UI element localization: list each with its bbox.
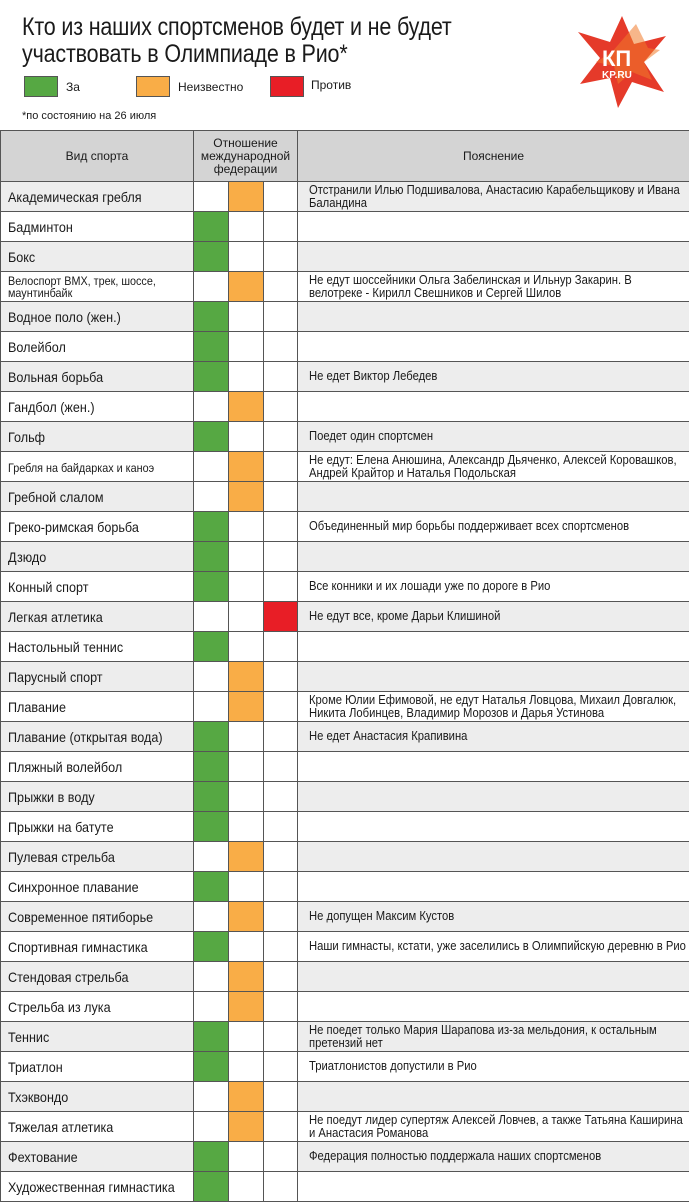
- sport-cell: [1, 602, 194, 632]
- status-cell-against: [264, 632, 298, 662]
- table-row: [1, 782, 689, 812]
- sport-name: Конный спорт: [8, 580, 88, 594]
- explanation-text: Не едут все, кроме Дарьи Клишиной: [309, 610, 687, 623]
- legend-label-unknown: Неизвестно: [178, 80, 243, 94]
- explanation-cell: [298, 1142, 689, 1172]
- sport-name: Синхронное плавание: [8, 880, 139, 894]
- sport-name: Гольф: [8, 430, 45, 444]
- table-row: [1, 512, 689, 542]
- sport-cell: [1, 512, 194, 542]
- status-cell-unknown: [229, 512, 264, 542]
- table-row: [1, 182, 689, 212]
- status-cell-for: [194, 182, 229, 212]
- sport-cell: [1, 272, 194, 302]
- legend: [0, 76, 689, 98]
- status-cell-for: [194, 722, 229, 752]
- sport-cell: [1, 242, 194, 272]
- sport-cell: [1, 1022, 194, 1052]
- explanation-cell: [298, 422, 689, 452]
- status-cell-unknown: [229, 542, 264, 572]
- sport-cell: [1, 422, 194, 452]
- table-row: [1, 962, 689, 992]
- explanation-text: Не едут шоссейники Ольга Забелинская и Ильнур Закарин. В велотреке - Кирилл Свешников и Сергей Шилов: [309, 274, 687, 300]
- sport-cell: [1, 392, 194, 422]
- sport-cell: [1, 452, 194, 482]
- status-cell-for: [194, 782, 229, 812]
- status-cell-unknown: [229, 752, 264, 782]
- table-row: [1, 1172, 689, 1202]
- sport-name: Греко-римская борьба: [8, 520, 139, 534]
- explanation-cell: [298, 872, 689, 902]
- status-cell-against: [264, 1142, 298, 1172]
- explanation-text: Не поедут лидер супертяж Алексей Ловчев, а также Татьяна Каширина и Анастасия Романова: [309, 1114, 687, 1140]
- explanation-cell: [298, 962, 689, 992]
- status-cell-against: [264, 692, 298, 722]
- status-cell-for: [194, 542, 229, 572]
- sport-cell: [1, 722, 194, 752]
- explanation-cell: [298, 242, 689, 272]
- explanation-cell: [298, 1172, 689, 1202]
- table-row: [1, 752, 689, 782]
- sport-name: Спортивная гимнастика: [8, 940, 148, 954]
- sport-cell: [1, 302, 194, 332]
- table-row: [1, 992, 689, 1022]
- page-title: Кто из наших спортсменов будет и не будет участвовать в Олимпиаде в Рио*: [22, 14, 512, 68]
- sport-cell: [1, 812, 194, 842]
- status-cell-for: [194, 212, 229, 242]
- status-cell-for: [194, 902, 229, 932]
- status-cell-against: [264, 1082, 298, 1112]
- status-cell-unknown: [229, 992, 264, 1022]
- explanation-text: Федерация полностью поддержала наших спортсменов: [309, 1150, 687, 1163]
- explanation-cell: [298, 272, 689, 302]
- table-row: [1, 362, 689, 392]
- sport-cell: [1, 842, 194, 872]
- status-cell-unknown: [229, 632, 264, 662]
- explanation-text: Не едет Анастасия Крапивина: [309, 730, 687, 743]
- explanation-text: Не едут: Елена Анюшина, Александр Дьяченко, Алексей Коровашков, Андрей Крайтор и Наталья Подольская: [309, 454, 687, 480]
- status-cell-for: [194, 242, 229, 272]
- status-cell-for: [194, 1022, 229, 1052]
- sport-name: Плавание: [8, 700, 66, 714]
- table-row: [1, 452, 689, 482]
- status-cell-for: [194, 692, 229, 722]
- table-body: [1, 182, 689, 1202]
- explanation-cell: [298, 752, 689, 782]
- table-row: [1, 212, 689, 242]
- status-cell-against: [264, 1112, 298, 1142]
- explanation-cell: [298, 332, 689, 362]
- sport-name: Стендовая стрельба: [8, 970, 128, 984]
- sport-cell: [1, 962, 194, 992]
- status-cell-against: [264, 962, 298, 992]
- table-row: [1, 392, 689, 422]
- sport-name: Волейбол: [8, 340, 66, 354]
- sport-cell: [1, 902, 194, 932]
- status-cell-against: [264, 902, 298, 932]
- sport-name: Вольная борьба: [8, 370, 103, 384]
- status-cell-for: [194, 332, 229, 362]
- table-row: [1, 902, 689, 932]
- explanation-cell: [298, 182, 689, 212]
- sport-cell: [1, 1082, 194, 1112]
- explanation-text: Все конники и их лошади уже по дороге в Рио: [309, 580, 687, 593]
- explanation-cell: [298, 992, 689, 1022]
- status-cell-unknown: [229, 362, 264, 392]
- header-federation: [194, 131, 298, 182]
- sport-name: Прыжки на батуте: [8, 820, 114, 834]
- explanation-cell: [298, 662, 689, 692]
- status-cell-unknown: [229, 182, 264, 212]
- status-cell-for: [194, 482, 229, 512]
- status-cell-against: [264, 482, 298, 512]
- status-cell-against: [264, 662, 298, 692]
- status-cell-against: [264, 512, 298, 542]
- explanation-text: Триатлонистов допустили в Рио: [309, 1060, 687, 1073]
- legend-label-for: За: [66, 80, 80, 94]
- sport-cell: [1, 662, 194, 692]
- legend-swatch-for: [24, 76, 58, 97]
- sport-name: Гандбол (жен.): [8, 400, 95, 414]
- sport-name: Гребля на байдарках и каноэ: [8, 462, 188, 474]
- status-cell-for: [194, 1082, 229, 1112]
- sport-name: Современное пятиборье: [8, 910, 153, 924]
- status-cell-against: [264, 752, 298, 782]
- sport-cell: [1, 482, 194, 512]
- status-cell-against: [264, 992, 298, 1022]
- legend-swatch-unknown: [136, 76, 170, 97]
- status-cell-unknown: [229, 482, 264, 512]
- sport-cell: [1, 1112, 194, 1142]
- status-cell-against: [264, 302, 298, 332]
- status-cell-for: [194, 1112, 229, 1142]
- sport-name: Настольный теннис: [8, 640, 123, 654]
- status-cell-unknown: [229, 302, 264, 332]
- table-row: [1, 542, 689, 572]
- sport-name: Дзюдо: [8, 550, 46, 564]
- sport-cell: [1, 932, 194, 962]
- status-cell-for: [194, 602, 229, 632]
- status-cell-against: [264, 542, 298, 572]
- table-row: [1, 602, 689, 632]
- table-row: [1, 272, 689, 302]
- sport-cell: [1, 362, 194, 392]
- table-row: [1, 1052, 689, 1082]
- sport-cell: [1, 212, 194, 242]
- explanation-cell: [298, 722, 689, 752]
- sport-name: Стрельба из лука: [8, 1000, 111, 1014]
- status-cell-for: [194, 1052, 229, 1082]
- sport-cell: [1, 782, 194, 812]
- logo-text-top: КП: [602, 46, 631, 71]
- status-cell-unknown: [229, 1112, 264, 1142]
- status-cell-against: [264, 722, 298, 752]
- table-row: [1, 842, 689, 872]
- header-sport: Вид спорта: [1, 131, 194, 182]
- table-row: [1, 242, 689, 272]
- status-cell-for: [194, 752, 229, 782]
- header-explanation: Пояснение: [298, 131, 689, 182]
- sport-name: Теннис: [8, 1030, 49, 1044]
- status-cell-against: [264, 212, 298, 242]
- status-cell-against: [264, 812, 298, 842]
- status-cell-against: [264, 872, 298, 902]
- status-cell-unknown: [229, 662, 264, 692]
- explanation-cell: [298, 1082, 689, 1112]
- status-cell-against: [264, 272, 298, 302]
- explanation-cell: [298, 512, 689, 542]
- status-cell-for: [194, 302, 229, 332]
- status-cell-unknown: [229, 332, 264, 362]
- status-cell-against: [264, 1022, 298, 1052]
- explanation-text: Не допущен Максим Кустов: [309, 910, 687, 923]
- explanation-cell: [298, 452, 689, 482]
- sport-name: Тяжелая атлетика: [8, 1120, 113, 1134]
- table-row: [1, 1142, 689, 1172]
- table-row: [1, 662, 689, 692]
- sport-cell: [1, 1172, 194, 1202]
- explanation-text: Наши гимнасты, кстати, уже заселились в Олимпийскую деревню в Рио: [309, 940, 687, 953]
- status-cell-unknown: [229, 1082, 264, 1112]
- date-note: *по состоянию на 26 июля: [22, 110, 156, 122]
- status-cell-unknown: [229, 242, 264, 272]
- explanation-cell: [298, 212, 689, 242]
- legend-label-against: Против: [311, 78, 351, 92]
- status-cell-for: [194, 872, 229, 902]
- sport-name: Фехтование: [8, 1150, 78, 1164]
- sport-cell: [1, 1142, 194, 1172]
- sport-cell: [1, 992, 194, 1022]
- status-cell-unknown: [229, 692, 264, 722]
- status-cell-for: [194, 812, 229, 842]
- explanation-text: Не поедет только Мария Шарапова из-за мельдония, к остальным претензий нет: [309, 1024, 687, 1050]
- sport-cell: [1, 692, 194, 722]
- status-cell-for: [194, 962, 229, 992]
- table-row: [1, 1022, 689, 1052]
- sport-cell: [1, 542, 194, 572]
- sport-cell: [1, 632, 194, 662]
- status-cell-unknown: [229, 392, 264, 422]
- sport-cell: [1, 572, 194, 602]
- sport-name: Тхэквондо: [8, 1090, 68, 1104]
- sport-cell: [1, 752, 194, 782]
- status-cell-for: [194, 422, 229, 452]
- status-cell-for: [194, 632, 229, 662]
- explanation-cell: [298, 842, 689, 872]
- table-row: [1, 932, 689, 962]
- table-row: [1, 1082, 689, 1112]
- status-cell-unknown: [229, 572, 264, 602]
- table-row: [1, 812, 689, 842]
- explanation-cell: [298, 542, 689, 572]
- sport-name: Бадминтон: [8, 220, 73, 234]
- sport-name: Парусный спорт: [8, 670, 103, 684]
- status-cell-against: [264, 932, 298, 962]
- status-cell-unknown: [229, 1022, 264, 1052]
- explanation-text: Не едет Виктор Лебедев: [309, 370, 687, 383]
- explanation-cell: [298, 1112, 689, 1142]
- status-cell-against: [264, 362, 298, 392]
- header-federation-label: Отношение международной федерации: [198, 137, 294, 176]
- explanation-cell: [298, 632, 689, 662]
- sport-name: Пулевая стрельба: [8, 850, 115, 864]
- explanation-text: Кроме Юлии Ефимовой, не едут Наталья Ловцова, Михаил Довгалюк, Никита Лобинцев, Владимир Морозов и Дарья Устинова: [309, 694, 687, 720]
- sport-name: Прыжки в воду: [8, 790, 95, 804]
- explanation-cell: [298, 362, 689, 392]
- status-cell-for: [194, 512, 229, 542]
- sport-cell: [1, 1052, 194, 1082]
- table-row: [1, 632, 689, 662]
- sport-name: Бокс: [8, 250, 35, 264]
- explanation-text: Объединенный мир борьбы поддерживает всех спортсменов: [309, 520, 687, 533]
- status-cell-unknown: [229, 932, 264, 962]
- table-row: [1, 482, 689, 512]
- explanation-text: Поедет один спортсмен: [309, 430, 687, 443]
- explanation-cell: [298, 812, 689, 842]
- status-cell-unknown: [229, 872, 264, 902]
- table-row: [1, 422, 689, 452]
- explanation-cell: [298, 902, 689, 932]
- status-cell-for: [194, 662, 229, 692]
- status-cell-unknown: [229, 722, 264, 752]
- status-cell-for: [194, 932, 229, 962]
- explanation-text: Отстранили Илью Подшивалова, Анастасию Карабельщикову и Ивана Баландина: [309, 184, 687, 210]
- status-cell-against: [264, 332, 298, 362]
- status-cell-unknown: [229, 602, 264, 632]
- status-cell-unknown: [229, 452, 264, 482]
- status-cell-for: [194, 362, 229, 392]
- legend-swatch-against: [270, 76, 304, 97]
- status-cell-unknown: [229, 812, 264, 842]
- status-cell-unknown: [229, 782, 264, 812]
- sport-cell: [1, 872, 194, 902]
- status-cell-against: [264, 392, 298, 422]
- sport-name: Легкая атлетика: [8, 610, 103, 624]
- sport-name: Гребной слалом: [8, 490, 104, 504]
- sport-cell: [1, 182, 194, 212]
- status-cell-unknown: [229, 842, 264, 872]
- table-row: [1, 572, 689, 602]
- status-cell-unknown: [229, 962, 264, 992]
- explanation-cell: [298, 302, 689, 332]
- table-row: [1, 302, 689, 332]
- status-cell-against: [264, 182, 298, 212]
- status-cell-unknown: [229, 422, 264, 452]
- table-row: [1, 872, 689, 902]
- status-cell-for: [194, 392, 229, 422]
- explanation-cell: [298, 932, 689, 962]
- sport-name: Академическая гребля: [8, 190, 142, 204]
- status-cell-against: [264, 842, 298, 872]
- status-cell-against: [264, 572, 298, 602]
- sports-table: [0, 130, 689, 1202]
- table-row: [1, 332, 689, 362]
- explanation-cell: [298, 482, 689, 512]
- status-cell-for: [194, 842, 229, 872]
- sport-name: Водное поло (жен.): [8, 310, 121, 324]
- status-cell-for: [194, 572, 229, 602]
- status-cell-against: [264, 452, 298, 482]
- logo-text-bottom: KP.RU: [602, 70, 632, 81]
- sport-name: Триатлон: [8, 1060, 63, 1074]
- explanation-cell: [298, 1052, 689, 1082]
- sport-name: Велоспорт BMX, трек, шоссе, маунтинбайк: [8, 275, 188, 299]
- status-cell-unknown: [229, 902, 264, 932]
- sport-name: Плавание (открытая вода): [8, 730, 163, 744]
- status-cell-unknown: [229, 1172, 264, 1202]
- explanation-cell: [298, 572, 689, 602]
- status-cell-for: [194, 1142, 229, 1172]
- explanation-cell: [298, 602, 689, 632]
- explanation-cell: [298, 692, 689, 722]
- status-cell-unknown: [229, 272, 264, 302]
- status-cell-against: [264, 1172, 298, 1202]
- status-cell-for: [194, 992, 229, 1022]
- explanation-cell: [298, 1022, 689, 1052]
- status-cell-against: [264, 602, 298, 632]
- status-cell-unknown: [229, 1142, 264, 1172]
- status-cell-against: [264, 782, 298, 812]
- status-cell-for: [194, 1172, 229, 1202]
- explanation-cell: [298, 392, 689, 422]
- sport-cell: [1, 332, 194, 362]
- sport-name: Пляжный волейбол: [8, 760, 122, 774]
- table-row: [1, 1112, 689, 1142]
- explanation-cell: [298, 782, 689, 812]
- status-cell-unknown: [229, 212, 264, 242]
- status-cell-unknown: [229, 1052, 264, 1082]
- status-cell-against: [264, 422, 298, 452]
- sport-name: Художественная гимнастика: [8, 1180, 175, 1194]
- status-cell-against: [264, 242, 298, 272]
- table-row: [1, 722, 689, 752]
- table-header: [1, 131, 689, 182]
- status-cell-against: [264, 1052, 298, 1082]
- table-row: [1, 692, 689, 722]
